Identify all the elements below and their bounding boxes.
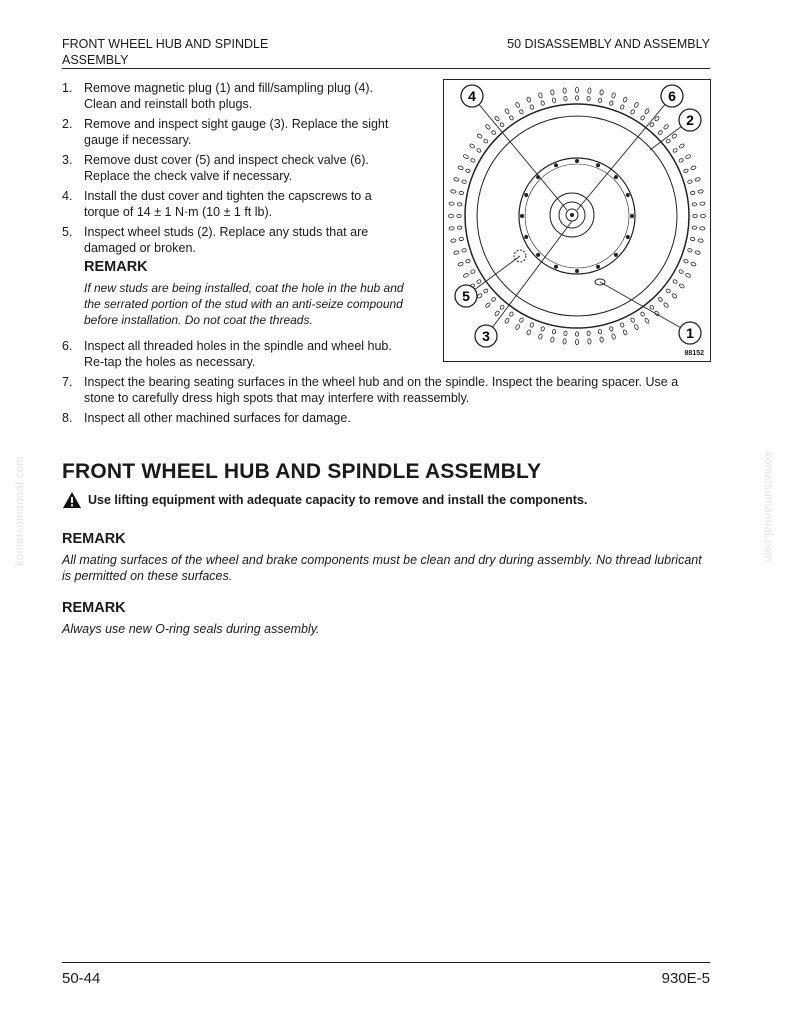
wheel-stud bbox=[690, 262, 696, 267]
wheel-stud bbox=[620, 104, 625, 109]
wheel-stud bbox=[700, 202, 705, 206]
step-number: 2. bbox=[62, 117, 73, 131]
wheel-stud bbox=[644, 318, 650, 324]
wheel-stud bbox=[463, 154, 469, 159]
wheel-stud bbox=[550, 90, 554, 96]
wheel-stud bbox=[623, 97, 628, 103]
wheel-stud bbox=[575, 87, 578, 92]
wheel-stud bbox=[462, 180, 467, 184]
step-item bbox=[62, 410, 702, 426]
remark-heading: REMARK bbox=[62, 531, 126, 547]
wheel-stud bbox=[663, 302, 669, 308]
hub-face-ring bbox=[477, 116, 677, 316]
step-item bbox=[62, 152, 407, 184]
wheel-stud bbox=[658, 130, 663, 135]
wheel-stud bbox=[634, 324, 639, 330]
wheel-stud bbox=[448, 214, 453, 217]
wheel-stud bbox=[564, 331, 568, 336]
cover-bolt bbox=[575, 159, 579, 163]
wheel-stud bbox=[458, 262, 464, 267]
callout-label: 4 bbox=[468, 88, 476, 104]
wheel-stud bbox=[587, 331, 591, 336]
cover-bolt bbox=[630, 214, 634, 218]
callout-label: 1 bbox=[686, 325, 694, 341]
wheel-stud bbox=[538, 92, 543, 98]
wheel-stud bbox=[687, 180, 692, 184]
step-item bbox=[62, 188, 407, 220]
wheel-stud bbox=[678, 269, 683, 274]
wheel-stud bbox=[499, 122, 504, 127]
wheel-stud bbox=[457, 226, 462, 230]
wheel-stud bbox=[476, 148, 481, 153]
wheel-stud bbox=[485, 124, 491, 130]
step-number: 1. bbox=[62, 81, 73, 95]
wheel-stud bbox=[630, 317, 635, 322]
callout-label: 6 bbox=[668, 88, 676, 104]
wheel-stud bbox=[453, 250, 459, 255]
wheel-stud bbox=[683, 259, 688, 264]
wheel-stud bbox=[526, 329, 531, 335]
header-right-title: 50 DISASSEMBLY AND ASSEMBLY bbox=[507, 37, 710, 51]
wheel-stud bbox=[483, 288, 488, 293]
step-number: 4. bbox=[62, 189, 73, 203]
warning-icon bbox=[62, 491, 82, 509]
wheel-stud bbox=[620, 322, 625, 327]
watermark-left: komatsumanual.com bbox=[14, 456, 26, 566]
cover-bolt bbox=[614, 253, 618, 257]
remark-heading: REMARK bbox=[62, 600, 126, 616]
wheel-stud bbox=[470, 269, 475, 274]
step-text: Remove and inspect sight gauge (3). Replace the sight gauge if necessary. bbox=[84, 117, 389, 147]
warning-text: Use lifting equipment with adequate capacity to remove and install the components. bbox=[88, 493, 588, 507]
wheel-stud bbox=[690, 237, 695, 241]
cover-bolt bbox=[524, 193, 528, 197]
wheel-stud bbox=[698, 239, 704, 243]
wheel-stud bbox=[671, 133, 677, 139]
cover-bolt bbox=[536, 253, 540, 257]
wheel-stud bbox=[598, 329, 602, 334]
wheel-stud bbox=[469, 143, 475, 149]
wheel-stud bbox=[609, 101, 613, 106]
step-number: 7. bbox=[62, 375, 73, 389]
callout-5 bbox=[455, 285, 477, 307]
callout-6 bbox=[661, 85, 683, 107]
wheel-stud bbox=[459, 237, 464, 241]
check-valve-center bbox=[570, 213, 574, 217]
cover-plate bbox=[519, 158, 635, 274]
wheel-stud bbox=[575, 96, 578, 100]
wheel-stud bbox=[690, 191, 695, 195]
wheel-stud bbox=[494, 310, 500, 316]
wheel-stud bbox=[465, 168, 470, 173]
wheel-stud bbox=[485, 302, 491, 308]
wheel-stud bbox=[671, 293, 677, 299]
step-text: Inspect all threaded holes in the spindle and wheel hub. Re-tap the holes as necessary. bbox=[84, 339, 392, 369]
wheel-stud bbox=[541, 101, 545, 106]
wheel-stud bbox=[529, 104, 534, 109]
header-rule bbox=[62, 68, 710, 69]
wheel-stud bbox=[509, 311, 514, 316]
remark-text-inner: If new studs are being installed, coat the hole in the hub and the serrated portion of the stud with an anti-seize compound before installation. Do not coat the threads. bbox=[84, 281, 404, 327]
wheel-stud bbox=[526, 97, 531, 103]
warning-line bbox=[62, 491, 587, 509]
wheel-stud bbox=[672, 148, 677, 153]
wheel-stud bbox=[552, 329, 556, 334]
remark-text: All mating surfaces of the wheel and brake components must be clean and dry during assembly. No thread lubricant is permitted on these surfaces. bbox=[62, 553, 702, 583]
wheel-stud bbox=[491, 130, 496, 135]
step-number: 3. bbox=[62, 153, 73, 167]
wheel-stud bbox=[700, 227, 705, 231]
wheel-stud bbox=[499, 304, 504, 309]
cover-plate-inner bbox=[525, 164, 629, 268]
cover-bolt bbox=[614, 175, 618, 179]
callout-label: 3 bbox=[482, 328, 490, 344]
wheel-stud bbox=[609, 326, 613, 331]
wheel-stud bbox=[672, 279, 677, 284]
wheel-stud bbox=[515, 102, 520, 108]
wheel-stud bbox=[462, 248, 467, 252]
wheel-stud bbox=[491, 297, 496, 302]
wheel-stud bbox=[690, 165, 696, 170]
step-text: Remove magnetic plug (1) and fill/sampling plug (4). Clean and reinstall both plugs. bbox=[84, 81, 374, 111]
wheel-stud bbox=[644, 108, 650, 114]
step-item bbox=[62, 374, 702, 406]
step-list-a bbox=[62, 80, 407, 260]
header-left-title: FRONT WHEEL HUB AND SPINDLE ASSEMBLY bbox=[62, 37, 269, 67]
callout-label: 5 bbox=[462, 288, 470, 304]
wheel-stud bbox=[457, 203, 462, 207]
wheel-stud bbox=[457, 214, 461, 217]
wheel-stud bbox=[640, 115, 645, 120]
callout-label: 2 bbox=[686, 112, 694, 128]
wheel-stud bbox=[519, 317, 524, 322]
wheel-stud bbox=[587, 96, 591, 101]
wheel-stud bbox=[476, 279, 481, 284]
step-text: Install the dust cover and tighten the capscrews to a torque of 14 ± 1 N·m (10 ± 1 ft lb). bbox=[84, 189, 372, 219]
wheel-stud bbox=[563, 88, 567, 93]
wheel-studs bbox=[448, 87, 705, 344]
wheel-stud bbox=[451, 189, 457, 193]
cover-bolt bbox=[554, 265, 558, 269]
wheel-stud bbox=[685, 154, 691, 159]
wheel-stud bbox=[588, 88, 592, 93]
hub-rim-inner bbox=[465, 104, 689, 328]
remark-text: Always use new O-ring seals during assembly. bbox=[62, 622, 320, 636]
wheel-stud bbox=[695, 177, 701, 182]
figure-code: 88152 bbox=[684, 350, 704, 357]
step-list-b bbox=[62, 338, 702, 430]
callout-2 bbox=[679, 109, 701, 131]
step-number: 6. bbox=[62, 339, 73, 353]
wheel-stud bbox=[679, 143, 685, 149]
wheel-stud bbox=[453, 177, 459, 182]
wheel-stud bbox=[640, 311, 645, 316]
cover-bolts bbox=[520, 159, 634, 273]
wheel-stud bbox=[600, 90, 604, 96]
wheel-stud bbox=[630, 109, 635, 114]
wheel-stud bbox=[693, 214, 697, 217]
wheel-stud bbox=[504, 108, 510, 114]
wheel-stud bbox=[692, 226, 697, 230]
wheel-stud bbox=[449, 227, 454, 231]
wheel-stud bbox=[698, 189, 704, 193]
wheel-stud bbox=[458, 165, 464, 170]
footer-rule bbox=[62, 962, 710, 963]
wheel-stud bbox=[679, 283, 685, 289]
wheel-stud bbox=[575, 332, 578, 336]
wheel-stud bbox=[649, 304, 654, 309]
wheel-stud bbox=[564, 96, 568, 101]
wheel-stud bbox=[465, 259, 470, 264]
wheel-stud bbox=[695, 250, 701, 255]
wheel-stud bbox=[685, 273, 691, 278]
wheel-stud bbox=[451, 239, 457, 243]
wheel-stud bbox=[494, 116, 500, 122]
remark-heading-inner: REMARK bbox=[84, 259, 148, 275]
wheel-stud bbox=[483, 138, 488, 143]
cover-bolt bbox=[554, 163, 558, 167]
wheel-stud bbox=[509, 115, 514, 120]
wheel-stud bbox=[687, 248, 692, 252]
step-item bbox=[62, 224, 407, 256]
step-text: Inspect wheel studs (2). Replace any studs that are damaged or broken. bbox=[84, 225, 369, 255]
step-number: 8. bbox=[62, 411, 73, 425]
step-text: Remove dust cover (5) and inspect check valve (6). Replace the check valve if necessary. bbox=[84, 153, 369, 183]
wheel-stud bbox=[692, 203, 697, 207]
step-text: Inspect all other machined surfaces for damage. bbox=[84, 411, 351, 425]
wheel-stud bbox=[519, 109, 524, 114]
wheel-stud bbox=[683, 168, 688, 173]
cover-bolt bbox=[626, 193, 630, 197]
cover-bolt bbox=[596, 265, 600, 269]
wheel-stud bbox=[623, 329, 628, 335]
model-number: 930E-5 bbox=[661, 970, 710, 987]
wheel-stud bbox=[515, 324, 520, 330]
wheel-stud bbox=[470, 158, 475, 163]
wheel-stud bbox=[700, 214, 705, 217]
wheel-stud bbox=[665, 288, 670, 293]
wheel-hub-illustration bbox=[444, 80, 710, 361]
wheel-stud bbox=[598, 98, 602, 103]
cover-bolt bbox=[596, 163, 600, 167]
wheel-stud bbox=[477, 133, 483, 139]
wheel-stud bbox=[611, 92, 616, 98]
section-title: FRONT WHEEL HUB AND SPINDLE ASSEMBLY bbox=[62, 460, 542, 483]
wheel-stud bbox=[449, 202, 454, 206]
hub-figure bbox=[443, 79, 711, 362]
wheel-stud bbox=[529, 322, 534, 327]
wheel-stud bbox=[678, 158, 683, 163]
wheel-stud bbox=[541, 326, 545, 331]
cover-bolt bbox=[524, 235, 528, 239]
wheel-stud bbox=[663, 124, 669, 130]
cover-bolt bbox=[575, 269, 579, 273]
wheel-stud bbox=[504, 318, 510, 324]
callout-4 bbox=[461, 85, 483, 107]
cover-bolt bbox=[626, 235, 630, 239]
step-item bbox=[62, 338, 702, 370]
wheel-stud bbox=[552, 98, 556, 103]
wheel-stud bbox=[665, 138, 670, 143]
wheel-stud bbox=[634, 102, 639, 108]
wheel-stud bbox=[459, 191, 464, 195]
wheel-stud bbox=[658, 297, 663, 302]
page-number: 50-44 bbox=[62, 970, 101, 987]
step-item bbox=[62, 80, 407, 112]
watermark-right: komatsumanual.com bbox=[762, 452, 774, 562]
step-item bbox=[62, 116, 407, 148]
step-number: 5. bbox=[62, 225, 73, 239]
step-text: Inspect the bearing seating surfaces in the wheel hub and on the spindle. Inspect the bearing spacer. Use a stone to carefully dress high spots that may interfere with reassembly. bbox=[84, 375, 679, 405]
wheel-stud bbox=[463, 273, 469, 278]
cover-bolt bbox=[520, 214, 524, 218]
